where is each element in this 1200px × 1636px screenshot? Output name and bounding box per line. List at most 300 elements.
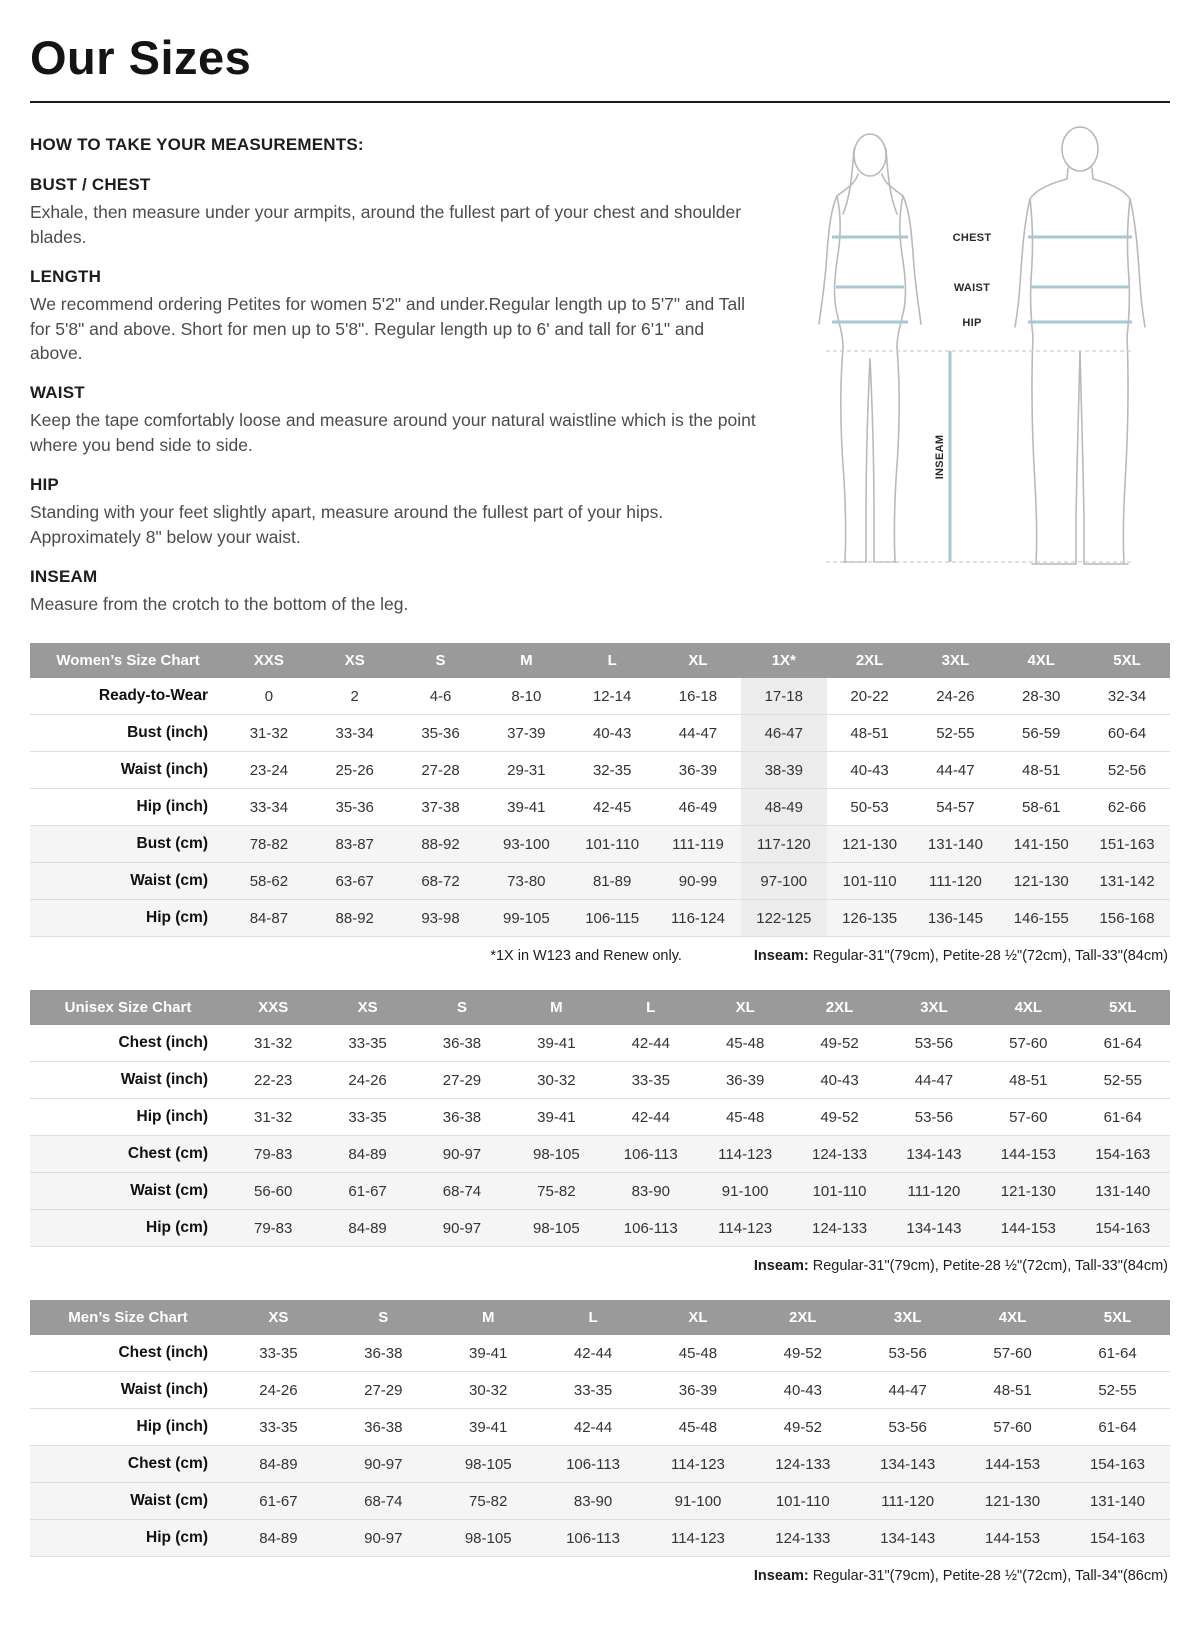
size-cell: 81-89 — [592, 872, 632, 890]
size-cell: 49-52 — [783, 1418, 822, 1436]
table-row — [30, 1062, 1170, 1099]
row-label: Waist (inch) — [120, 761, 208, 779]
size-cell: 114-123 — [718, 1145, 773, 1163]
size-cell: 50-53 — [850, 798, 889, 816]
size-cell: 38-39 — [741, 752, 827, 789]
table-footnotes — [32, 1568, 1168, 1584]
measurement-figures — [778, 109, 1170, 584]
size-cell: 154-163 — [1095, 1145, 1151, 1163]
size-cell: 53-56 — [914, 1034, 954, 1052]
size-cell: 90-97 — [364, 1455, 403, 1473]
row-label: Waist (inch) — [120, 1071, 208, 1089]
table-row — [30, 826, 1170, 863]
column-header: M — [509, 990, 603, 1025]
size-cell: 131-140 — [927, 835, 983, 853]
section-body: Exhale, then measure under your armpits, around the fullest part of your chest and shoulder blades. — [30, 202, 742, 247]
size-cell: 90-97 — [442, 1145, 482, 1163]
table-footnote: *1X in W123 and Renew only. — [490, 948, 682, 965]
size-cell: 97-100 — [741, 863, 827, 900]
size-cell: 144-153 — [985, 1529, 1041, 1547]
table-row — [30, 1173, 1170, 1210]
size-cell: 61-67 — [259, 1492, 298, 1510]
size-cell: 36-38 — [364, 1344, 403, 1362]
size-cell: 68-72 — [421, 872, 460, 890]
table-row — [30, 715, 1170, 752]
size-cell: 37-39 — [507, 724, 546, 742]
size-cell: 8-10 — [511, 687, 542, 705]
size-cell: 0 — [264, 687, 274, 705]
size-cell: 27-29 — [364, 1381, 403, 1399]
size-cell: 106-113 — [566, 1529, 621, 1547]
unisex-size-chart-table — [30, 990, 1170, 1247]
inseam-figure-label: INSEAM — [934, 434, 946, 480]
size-cell: 154-163 — [1095, 1219, 1151, 1237]
size-cell: 44-47 — [678, 724, 718, 742]
size-cell: 83-90 — [573, 1492, 613, 1510]
size-cell: 131-140 — [1089, 1492, 1146, 1510]
page-title: Our Sizes — [30, 31, 252, 84]
column-header: 2XL — [827, 643, 913, 678]
size-cell: 33-35 — [348, 1034, 387, 1052]
section-body: Measure from the crotch to the bottom of the leg. — [30, 593, 409, 614]
section-inseam — [30, 567, 778, 617]
table-row — [30, 1136, 1170, 1173]
size-cell: 42-44 — [631, 1034, 670, 1052]
size-cell: 52-55 — [1098, 1381, 1137, 1399]
column-header: XL — [655, 643, 741, 678]
size-cell: 136-145 — [927, 909, 983, 927]
table-row — [30, 1210, 1170, 1247]
table-footnote: Inseam: Regular-31"(79cm), Petite-28 ½"(72cm), Tall-33"(84cm) — [753, 1258, 1168, 1275]
size-cell: 52-55 — [1103, 1071, 1142, 1089]
size-cell: 141-150 — [1013, 835, 1069, 853]
size-cell: 121-130 — [1013, 872, 1069, 890]
size-cell: 25-26 — [335, 761, 374, 779]
size-cell: 84-89 — [259, 1529, 298, 1547]
how-to-heading: HOW TO TAKE YOUR MEASUREMENTS: — [30, 135, 364, 154]
size-cell: 12-14 — [592, 687, 632, 705]
size-cell: 61-64 — [1103, 1108, 1142, 1126]
size-cell: 36-38 — [442, 1034, 482, 1052]
size-cell: 122-125 — [741, 900, 827, 937]
size-cell: 45-48 — [678, 1344, 718, 1362]
size-cell: 131-142 — [1099, 872, 1155, 890]
size-cell: 45-48 — [678, 1418, 718, 1436]
size-cell: 144-153 — [1000, 1145, 1056, 1163]
size-cell: 156-168 — [1099, 909, 1155, 927]
table-footnote: Inseam: Regular-31"(79cm), Petite-28 ½"(72cm), Tall-34"(86cm) — [753, 1568, 1168, 1585]
size-cell: 83-87 — [335, 835, 374, 853]
section-body: Standing with your feet slightly apart, measure around the fullest part of your hips. Approximately 8" below your waist. — [30, 501, 664, 547]
row-label: Chest (cm) — [127, 1455, 208, 1473]
section-heading: HIP — [30, 474, 59, 494]
size-cell: 57-60 — [1009, 1108, 1048, 1126]
column-header: S — [415, 990, 509, 1025]
size-cell: 40-43 — [592, 724, 632, 742]
size-cell: 49-52 — [820, 1108, 859, 1126]
size-cell: 30-32 — [537, 1071, 576, 1089]
size-cell: 32-34 — [1107, 687, 1147, 705]
size-tables — [30, 643, 1170, 1584]
size-cell: 23-24 — [249, 761, 289, 779]
size-cell: 4-6 — [429, 687, 452, 705]
size-cell: 144-153 — [985, 1455, 1041, 1473]
size-cell: 29-31 — [507, 761, 546, 779]
size-cell: 56-59 — [1022, 724, 1061, 742]
column-header: S — [331, 1300, 436, 1335]
section-heading: WAIST — [30, 383, 85, 403]
size-cell: 45-48 — [725, 1034, 765, 1052]
size-cell: 61-67 — [348, 1182, 387, 1200]
size-cell: 106-113 — [566, 1455, 621, 1473]
womens-size-chart-table — [30, 643, 1170, 937]
table-row — [30, 1025, 1170, 1062]
size-cell: 36-38 — [442, 1108, 482, 1126]
column-header: 2XL — [750, 1300, 855, 1335]
column-header: 4XL — [998, 643, 1084, 678]
size-cell: 36-39 — [678, 761, 718, 779]
womens-size-chart-block — [30, 643, 1170, 964]
size-cell: 106-113 — [623, 1145, 678, 1163]
table-header-row — [30, 643, 1170, 678]
size-cell: 27-28 — [421, 761, 460, 779]
size-cell: 39-41 — [537, 1108, 576, 1126]
size-cell: 98-105 — [533, 1145, 580, 1163]
row-label: Chest (inch) — [118, 1344, 208, 1362]
table-row — [30, 1409, 1170, 1446]
size-cell: 90-97 — [364, 1529, 403, 1547]
size-cell: 33-34 — [335, 724, 374, 742]
size-cell: 57-60 — [993, 1418, 1032, 1436]
size-cell: 121-130 — [1000, 1182, 1056, 1200]
size-cell: 46-49 — [678, 798, 718, 816]
size-cell: 84-89 — [348, 1145, 387, 1163]
column-header: 4XL — [981, 990, 1075, 1025]
size-cell: 56-60 — [254, 1182, 293, 1200]
section-heading: INSEAM — [30, 566, 98, 586]
size-cell: 60-64 — [1107, 724, 1147, 742]
size-cell: 40-43 — [783, 1381, 822, 1399]
column-header: 5XL — [1065, 1300, 1170, 1335]
size-cell: 48-51 — [993, 1381, 1032, 1399]
size-cell: 93-98 — [421, 909, 460, 927]
size-cell: 90-97 — [442, 1219, 482, 1237]
row-label: Waist (cm) — [130, 872, 208, 890]
size-cell: 79-83 — [254, 1145, 293, 1163]
size-cell: 58-62 — [249, 872, 289, 890]
section-length — [30, 267, 778, 367]
size-cell: 22-23 — [254, 1071, 293, 1089]
size-cell: 2 — [350, 687, 359, 705]
table-header-row — [30, 990, 1170, 1025]
size-cell: 28-30 — [1022, 687, 1061, 705]
size-cell: 144-153 — [1000, 1219, 1056, 1237]
hip-figure-label: HIP — [962, 317, 982, 329]
size-cell: 40-43 — [820, 1071, 859, 1089]
table-title: Unisex Size Chart — [30, 990, 226, 1025]
row-label: Waist (inch) — [120, 1381, 208, 1399]
row-label: Waist (cm) — [130, 1492, 208, 1510]
size-cell: 111-119 — [672, 835, 724, 853]
table-footnote: Inseam: Regular-31"(79cm), Petite-28 ½"(72cm), Tall-33"(84cm) — [753, 948, 1168, 965]
size-cell: 33-34 — [249, 798, 289, 816]
size-cell: 58-61 — [1022, 798, 1061, 816]
column-header: M — [436, 1300, 541, 1335]
row-label: Ready-to-Wear — [98, 687, 208, 705]
size-cell: 52-56 — [1107, 761, 1147, 779]
table-footnotes — [32, 1258, 1168, 1274]
size-cell: 35-36 — [421, 724, 460, 742]
size-cell: 62-66 — [1107, 798, 1147, 816]
size-cell: 111-120 — [928, 872, 982, 890]
row-label: Chest (inch) — [118, 1034, 208, 1052]
size-cell: 37-38 — [421, 798, 460, 816]
section-heading: BUST / CHEST — [30, 175, 151, 194]
mens-size-chart-table — [30, 1300, 1170, 1557]
mens-size-chart-block — [30, 1300, 1170, 1584]
measurement-instructions — [30, 109, 778, 633]
section-body: Keep the tape comfortably loose and measure around your natural waistline which is the point where you bend side to side. — [30, 410, 756, 456]
size-cell: 42-44 — [573, 1418, 613, 1436]
size-cell: 116-124 — [671, 909, 725, 927]
size-cell: 42-44 — [573, 1344, 613, 1362]
size-cell: 49-52 — [820, 1034, 859, 1052]
size-cell: 134-143 — [880, 1455, 936, 1473]
size-cell: 88-92 — [421, 835, 460, 853]
unisex-size-chart-block — [30, 990, 1170, 1274]
size-cell: 117-120 — [741, 826, 827, 863]
size-cell: 78-82 — [249, 835, 289, 853]
size-cell: 75-82 — [469, 1492, 508, 1510]
section-heading: LENGTH — [30, 266, 102, 286]
size-cell: 61-64 — [1098, 1418, 1137, 1436]
size-cell: 35-36 — [335, 798, 374, 816]
size-cell: 27-29 — [442, 1071, 482, 1089]
row-label: Waist (cm) — [130, 1182, 208, 1200]
size-cell: 61-64 — [1098, 1344, 1137, 1362]
size-cell: 91-100 — [674, 1492, 722, 1510]
size-cell: 98-105 — [464, 1455, 512, 1473]
column-header: 3XL — [855, 1300, 960, 1335]
size-cell: 39-41 — [469, 1344, 508, 1362]
size-cell: 31-32 — [254, 1034, 293, 1052]
table-row — [30, 1372, 1170, 1409]
size-cell: 44-47 — [936, 761, 975, 779]
size-cell: 32-35 — [592, 761, 632, 779]
table-row — [30, 1099, 1170, 1136]
table-title: Men’s Size Chart — [30, 1300, 226, 1335]
measurement-figures-illustration — [780, 119, 1170, 584]
size-cell: 31-32 — [254, 1108, 293, 1126]
row-label: Hip (inch) — [136, 1108, 208, 1126]
table-header-row — [30, 1300, 1170, 1335]
size-cell: 124-133 — [812, 1219, 868, 1237]
size-cell: 36-38 — [364, 1418, 403, 1436]
size-cell: 40-43 — [850, 761, 889, 779]
size-cell: 106-115 — [585, 909, 640, 927]
table-row — [30, 1520, 1170, 1557]
size-cell: 79-83 — [254, 1219, 293, 1237]
row-label: Hip (cm) — [146, 1219, 208, 1237]
size-cell: 146-155 — [1013, 909, 1069, 927]
size-cell: 106-113 — [623, 1219, 678, 1237]
size-cell: 101-110 — [812, 1182, 867, 1200]
row-label: Hip (cm) — [146, 1529, 208, 1547]
size-cell: 111-120 — [881, 1492, 935, 1510]
size-cell: 98-105 — [464, 1529, 512, 1547]
size-cell: 24-26 — [936, 687, 975, 705]
row-label: Bust (inch) — [127, 724, 208, 742]
size-cell: 124-133 — [812, 1145, 868, 1163]
size-cell: 16-18 — [678, 687, 718, 705]
column-header: XL — [646, 1300, 751, 1335]
size-cell: 101-110 — [775, 1492, 830, 1510]
column-header: XS — [312, 643, 398, 678]
row-label: Hip (cm) — [146, 909, 208, 927]
column-header: L — [604, 990, 698, 1025]
column-header: 2XL — [792, 990, 886, 1025]
table-row — [30, 789, 1170, 826]
size-cell: 121-130 — [842, 835, 898, 853]
size-cell: 42-45 — [592, 798, 632, 816]
size-cell: 54-57 — [936, 798, 975, 816]
size-cell: 114-123 — [670, 1455, 725, 1473]
row-label: Hip (inch) — [136, 1418, 208, 1436]
column-header: XS — [320, 990, 414, 1025]
row-label: Hip (inch) — [136, 798, 208, 816]
size-cell: 33-35 — [573, 1381, 613, 1399]
size-cell: 99-105 — [502, 909, 550, 927]
size-cell: 124-133 — [775, 1455, 831, 1473]
size-cell: 101-110 — [585, 835, 640, 853]
column-header: XXS — [226, 990, 320, 1025]
column-header: L — [569, 643, 655, 678]
size-cell: 33-35 — [348, 1108, 387, 1126]
size-cell: 101-110 — [842, 872, 897, 890]
size-cell: 134-143 — [906, 1145, 962, 1163]
table-footnotes — [32, 948, 1168, 964]
size-cell: 75-82 — [537, 1182, 576, 1200]
row-label: Chest (cm) — [127, 1145, 208, 1163]
size-cell: 57-60 — [1009, 1034, 1048, 1052]
table-row — [30, 900, 1170, 937]
size-cell: 88-92 — [335, 909, 374, 927]
column-header: L — [541, 1300, 646, 1335]
table-row — [30, 752, 1170, 789]
column-header: 1X* — [741, 643, 827, 678]
size-cell: 53-56 — [888, 1418, 927, 1436]
size-cell: 134-143 — [906, 1219, 962, 1237]
size-cell: 52-55 — [936, 724, 975, 742]
size-cell: 131-140 — [1095, 1182, 1151, 1200]
size-cell: 42-44 — [631, 1108, 670, 1126]
column-header: 4XL — [960, 1300, 1065, 1335]
size-cell: 63-67 — [335, 872, 374, 890]
column-header: S — [398, 643, 484, 678]
size-cell: 45-48 — [725, 1108, 765, 1126]
table-row — [30, 863, 1170, 900]
column-header: XS — [226, 1300, 331, 1335]
size-cell: 114-123 — [718, 1219, 773, 1237]
size-cell: 73-80 — [507, 872, 546, 890]
size-cell: 49-52 — [783, 1344, 822, 1362]
table-title: Women’s Size Chart — [30, 643, 226, 678]
column-header: XL — [698, 990, 792, 1025]
section-waist — [30, 383, 778, 458]
size-cell: 36-39 — [725, 1071, 765, 1089]
size-cell: 91-100 — [721, 1182, 769, 1200]
size-cell: 93-100 — [502, 835, 550, 853]
size-cell: 114-123 — [670, 1529, 725, 1547]
size-cell: 31-32 — [249, 724, 289, 742]
size-cell: 134-143 — [880, 1529, 936, 1547]
size-cell: 61-64 — [1103, 1034, 1142, 1052]
size-cell: 33-35 — [259, 1344, 298, 1362]
section-body: We recommend ordering Petites for women 5'2" and under.Regular length up to 5'7" and Tall for 5'8" and above. Short for men up to 5'8". Regular length up to 6' and tall for 6'1" and above. — [30, 293, 745, 364]
size-cell: 68-74 — [442, 1182, 482, 1200]
table-row — [30, 1446, 1170, 1483]
size-cell: 30-32 — [469, 1381, 508, 1399]
size-cell: 84-89 — [348, 1219, 387, 1237]
row-label: Bust (cm) — [136, 835, 208, 853]
size-cell: 83-90 — [631, 1182, 670, 1200]
section-hip — [30, 475, 778, 550]
size-cell: 44-47 — [888, 1381, 927, 1399]
size-cell: 48-51 — [1009, 1071, 1048, 1089]
size-cell: 57-60 — [993, 1344, 1032, 1362]
column-header: 3XL — [887, 990, 981, 1025]
size-cell: 17-18 — [741, 678, 827, 715]
title-divider — [30, 101, 1170, 103]
size-cell: 39-41 — [507, 798, 546, 816]
size-cell: 20-22 — [850, 687, 889, 705]
size-cell: 24-26 — [259, 1381, 298, 1399]
size-cell: 90-99 — [678, 872, 718, 890]
size-cell: 39-41 — [469, 1418, 508, 1436]
table-row — [30, 678, 1170, 715]
size-cell: 68-74 — [364, 1492, 403, 1510]
measurement-guide-section — [30, 109, 1170, 633]
column-header: 5XL — [1084, 643, 1170, 678]
column-header: 3XL — [913, 643, 999, 678]
size-cell: 33-35 — [631, 1071, 670, 1089]
table-row — [30, 1335, 1170, 1372]
size-cell: 121-130 — [985, 1492, 1041, 1510]
size-cell: 44-47 — [914, 1071, 954, 1089]
size-cell: 124-133 — [775, 1529, 831, 1547]
chest-figure-label: CHEST — [952, 232, 992, 244]
section-bust-chest — [30, 175, 778, 250]
size-cell: 154-163 — [1089, 1455, 1146, 1473]
size-cell: 111-120 — [907, 1182, 961, 1200]
size-cell: 53-56 — [888, 1344, 927, 1362]
size-cell: 48-51 — [850, 724, 889, 742]
size-cell: 46-47 — [741, 715, 827, 752]
size-cell: 84-89 — [259, 1455, 298, 1473]
size-cell: 36-39 — [678, 1381, 718, 1399]
column-header: M — [483, 643, 569, 678]
size-cell: 53-56 — [914, 1108, 954, 1126]
size-cell: 154-163 — [1089, 1529, 1146, 1547]
size-cell: 48-49 — [741, 789, 827, 826]
size-cell: 151-163 — [1099, 835, 1155, 853]
size-cell: 84-87 — [249, 909, 289, 927]
table-row — [30, 1483, 1170, 1520]
waist-figure-label: WAIST — [953, 282, 991, 294]
size-cell: 33-35 — [259, 1418, 298, 1436]
size-cell: 98-105 — [533, 1219, 580, 1237]
size-cell: 39-41 — [537, 1034, 576, 1052]
